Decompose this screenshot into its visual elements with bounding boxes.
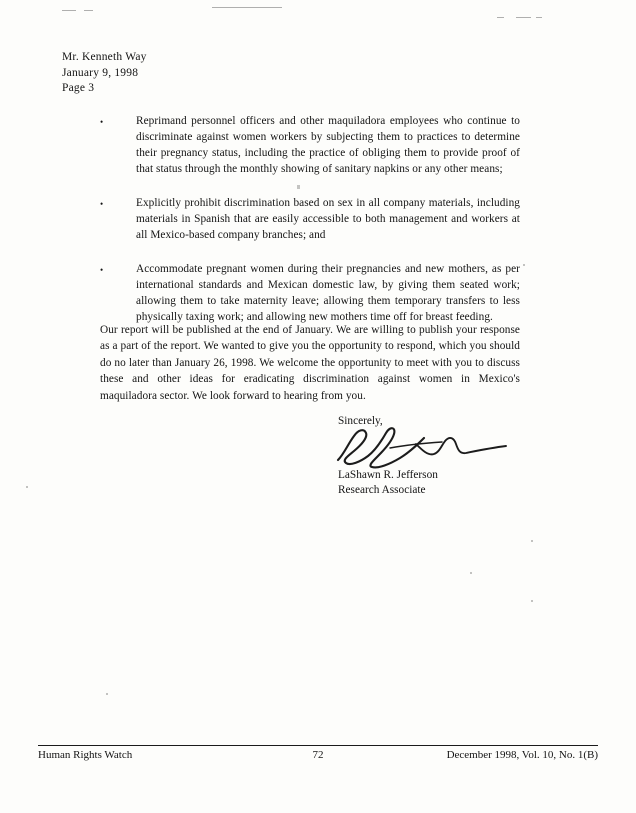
signer-name: LaShawn R. Jefferson [338,469,438,481]
list-item-text: Accommodate pregnant women during their pregnancies and new mothers, as per international standards and Mexican domestic law, by giving them seated work; allowing them to take maternity leave; allowing them temporary transfers to less physically taxing work; and allowing new mothers time off for breast feeding. [136,263,520,323]
page-footer [38,749,598,761]
bullet-icon: • [100,199,104,209]
footer-issue: December 1998, Vol. 10, No. 1(B) [446,749,598,761]
scan-artifact-mark [212,7,282,8]
scan-artifact-speck [470,572,472,574]
scan-artifact-mark [84,10,93,11]
list-item-text: Reprimand personnel officers and other maquiladora employees who continue to discriminate against women workers by subjecting them to practices to determine their pregnancy status, including the practice of obliging them to provide proof of that status through the monthly showing of sanitary napkins or any other means; [136,115,520,175]
scan-artifact-speck [106,693,108,695]
handwritten-signature-icon [330,424,520,472]
scan-artifact-mark [516,17,531,18]
closing-paragraph: Our report will be published at the end of January. We are willing to publish your response as a part of the report. We wanted to give you the opportunity to respond, which you should do no later than January 26, 1998. We welcome the opportunity to meet with you to discuss these and other ideas for eradicating discrimination against women in Mexico's maquiladora sector. We look forward to hearing from you. [100,324,520,402]
closing-salutation: Sincerely, [338,415,383,427]
bullet-icon: • [100,265,104,275]
signature-block [338,468,438,498]
scan-artifact-speck [531,540,533,542]
recommendations-list [100,113,520,343]
footer-page-number: 72 [312,749,324,761]
scan-artifact-speck [523,264,525,266]
list-item [100,113,520,177]
scan-artifact-speck [531,600,533,602]
list-item [100,261,520,325]
page-label: Page 3 [62,82,95,94]
list-item-text: Explicitly prohibit discrimination based on sex in all company materials, including materials in Spanish that are easily accessible to both management and workers at all Mexico-based company branches; and [136,197,520,241]
footer-organization: Human Rights Watch [38,749,133,761]
bullet-icon: • [100,117,104,127]
recipient-name: Mr. Kenneth Way [62,51,147,63]
scan-artifact-speck [26,486,28,488]
scan-artifact-mark [536,17,542,18]
footer-divider [38,745,598,746]
scan-artifact-mark [497,17,504,18]
signer-title: Research Associate [338,484,426,496]
letter-date: January 9, 1998 [62,66,139,79]
letter-heading [62,50,147,97]
scan-artifact-mark [62,10,76,11]
list-item [100,195,520,243]
